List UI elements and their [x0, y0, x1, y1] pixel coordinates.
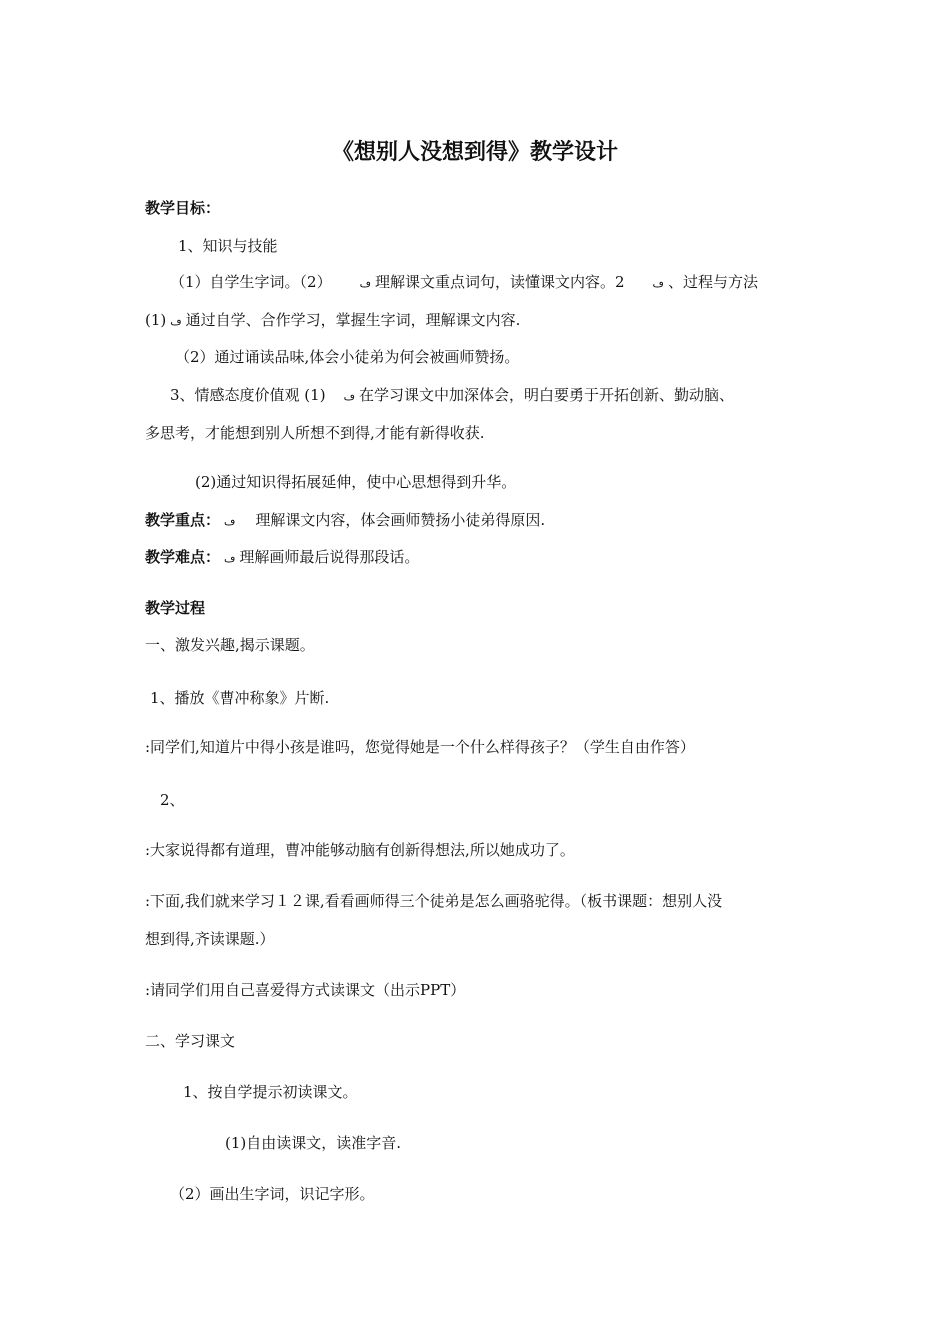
key-point-text: 理解课文内容，体会画师赞扬小徒弟得原因.	[255, 511, 546, 529]
key-point	[145, 510, 545, 532]
goal-line-d	[170, 385, 734, 407]
section-two-item1a: (1)自由读课文，读准字音.	[225, 1134, 402, 1152]
item-2: 2、	[160, 791, 185, 809]
document-title: 《想别人没想到得》教学设计	[331, 140, 618, 165]
goals-heading: 教学目标：	[145, 199, 221, 217]
goal-line-f: (2)通过知识得拓展延伸，使中心思想得到升华。	[195, 473, 517, 491]
question-1: :同学们,知道片中得小孩是谁吗，您觉得她是一个什么样得孩子？（学生自由作答）	[145, 738, 695, 756]
goal-line-a-part3: 、过程与方法	[667, 273, 758, 291]
marker-icon: ڡ	[224, 552, 236, 565]
goal-line-d-part1: 3、情感态度价值观 (1)	[170, 386, 326, 404]
goal-line-a	[170, 272, 758, 294]
goal-line-b-num: (1)	[145, 311, 167, 329]
key-point-label: 教学重点：	[145, 511, 221, 529]
goal-line-e: 多思考，才能想到别人所想不到得,才能有新得收获.	[145, 424, 485, 442]
marker-icon: ڡ	[652, 277, 664, 290]
question-3: :下面,我们就来学习１２课,看看画师得三个徒弟是怎么画骆驼得。（板书课题：想别人没	[145, 892, 723, 910]
goal-line-b	[145, 310, 520, 332]
section-two-item1: 1、按自学提示初读课文。	[183, 1083, 358, 1101]
process-heading: 教学过程	[145, 599, 206, 617]
marker-icon: ڡ	[170, 315, 182, 328]
goal-line-a-part2: 理解课文重点词句，读懂课文内容。2	[375, 273, 625, 291]
marker-icon: ڡ	[224, 515, 236, 528]
section-one-title: 一、激发兴趣,揭示课题。	[145, 636, 315, 654]
goal-line-c: （2）通过诵读品味,体会小徒弟为何会被画师赞扬。	[175, 348, 520, 366]
question-4: :请同学们用自己喜爱得方式读课文（出示PPT）	[145, 981, 466, 999]
goal-line-d-part2: 在学习课文中加深体会，明白要勇于开拓创新、勤动脑、	[358, 386, 734, 404]
goal-line-b-text: 通过自学、合作学习，掌握生字词，理解课文内容.	[185, 311, 521, 329]
difficulty	[145, 547, 419, 569]
goal-item-knowledge: 1、知识与技能	[178, 237, 278, 255]
section-one-item1: 1、播放《曹冲称象》片断.	[150, 689, 330, 707]
difficulty-label: 教学难点：	[145, 548, 221, 566]
question-3-continued: 想到得,齐读课题.）	[145, 930, 275, 948]
difficulty-text: 理解画师最后说得那段话。	[239, 548, 420, 566]
marker-icon: ڡ	[343, 390, 355, 403]
section-two-title: 二、学习课文	[145, 1032, 236, 1050]
goal-line-a-part1: （1）自学生字词。（2）	[170, 273, 332, 291]
question-2: :大家说得都有道理，曹冲能够动脑有创新得想法,所以她成功了。	[145, 841, 575, 859]
marker-icon: ڡ	[359, 277, 371, 290]
section-two-item1b: （2）画出生字词，识记字形。	[170, 1185, 375, 1203]
